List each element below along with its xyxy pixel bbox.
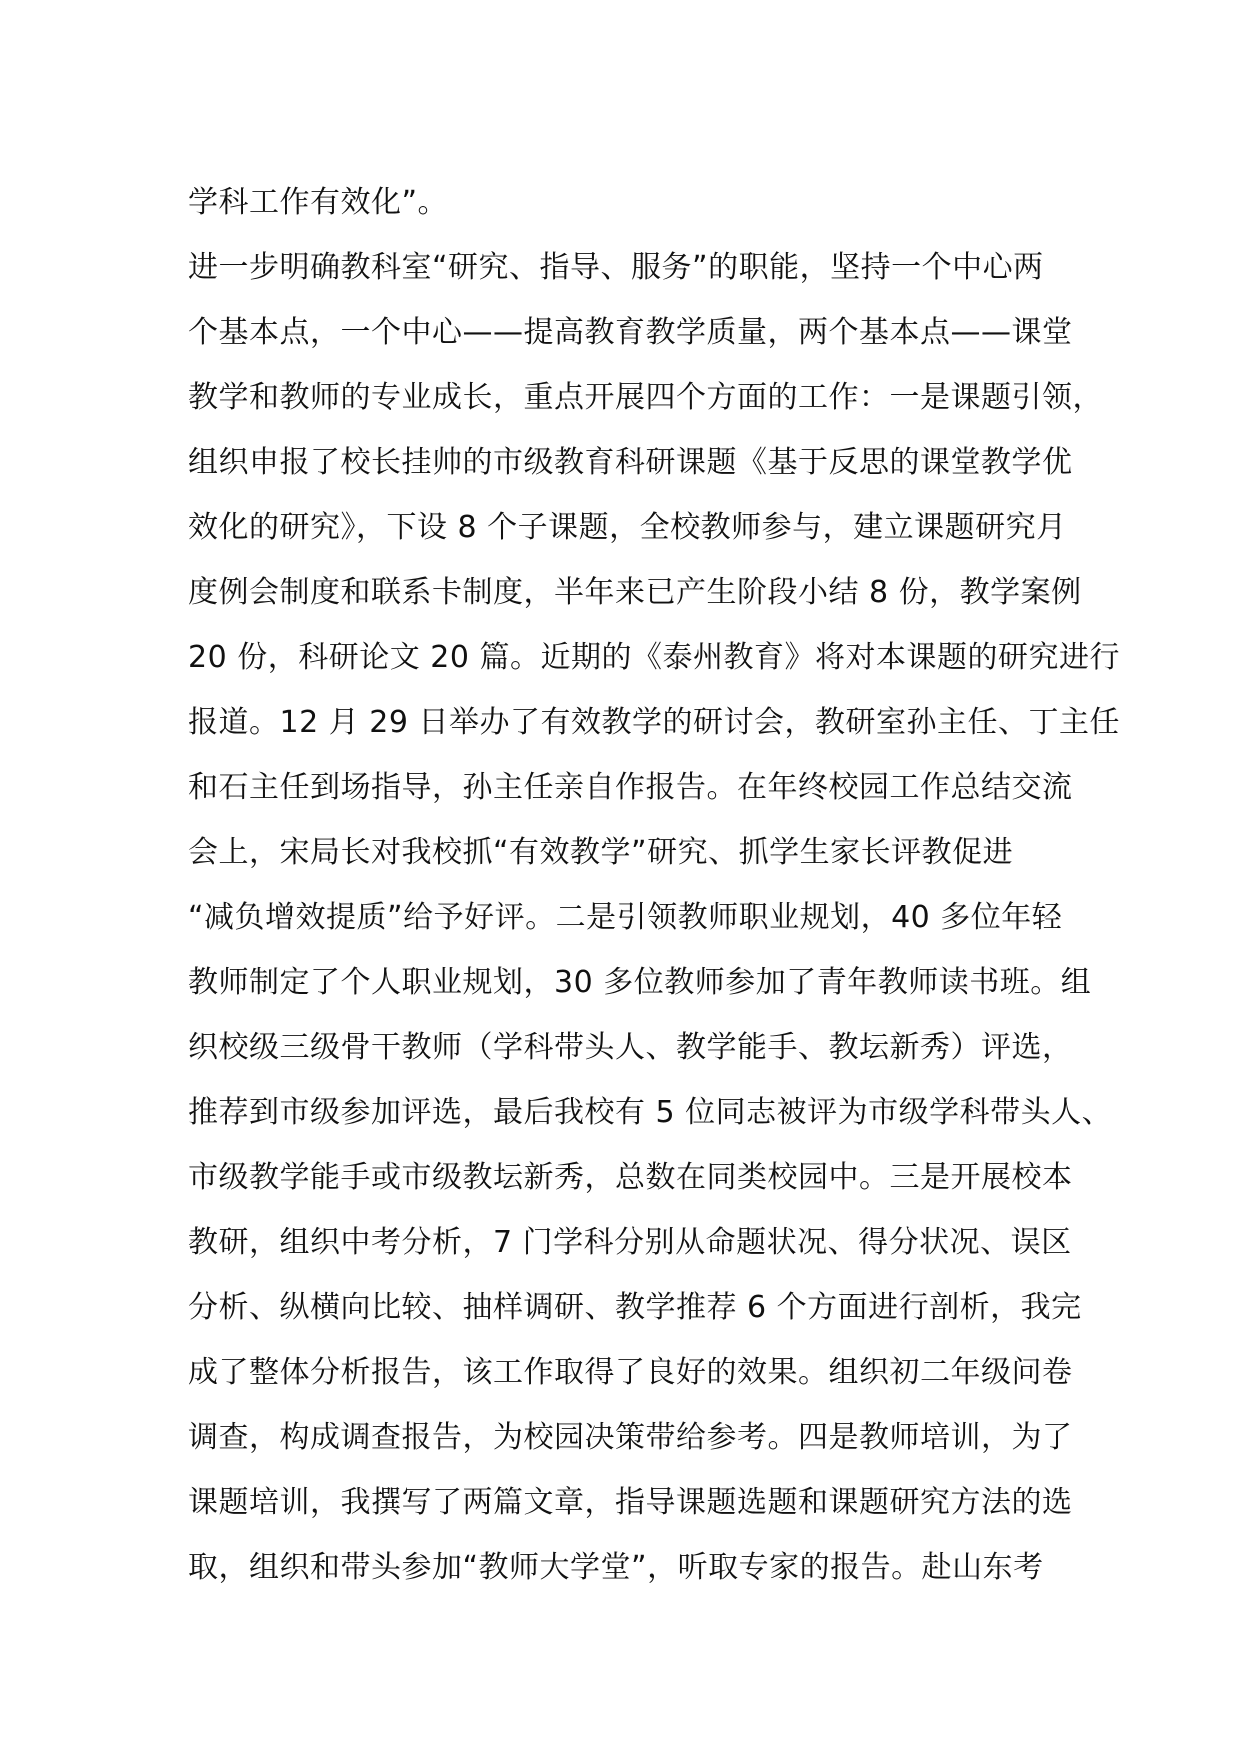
text-line: 和石主任到场指导，孙主任亲自作报告。在年终校园工作总结交流	[188, 770, 1073, 805]
text-line: “减负增效提质”给予好评。二是引领教师职业规划，40 多位年轻	[188, 900, 1063, 935]
text-line: 报道。12 月 29 日举办了有效教学的研讨会，教研室孙主任、丁主任	[188, 705, 1120, 740]
text-line: 取，组织和带头参加“教师大学堂”，听取专家的报告。赴山东考	[188, 1550, 1044, 1585]
text-line: 分析、纵横向比较、抽样调研、教学推荐 6 个方面进行剖析，我完	[188, 1290, 1082, 1325]
text-line: 度例会制度和联系卡制度，半年来已产生阶段小结 8 份，教学案例	[188, 575, 1082, 610]
text-line: 组织申报了校长挂帅的市级教育科研课题《基于反思的课堂教学优	[188, 445, 1073, 480]
text-line: 教学和教师的专业成长，重点开展四个方面的工作：一是课题引领，	[188, 380, 1103, 415]
text-line: 教研，组织中考分析，7 门学科分别从命题状况、得分状况、误区	[188, 1225, 1072, 1260]
text-line: 市级教学能手或市级教坛新秀，总数在同类校园中。三是开展校本	[188, 1160, 1073, 1195]
text-line: 教师制定了个人职业规划，30 多位教师参加了青年教师读书班。组	[188, 965, 1092, 1000]
body-text	[188, 170, 1120, 1600]
text-line: 学科工作有效化”。	[188, 185, 449, 220]
text-line: 成了整体分析报告，该工作取得了良好的效果。组织初二年级问卷	[188, 1355, 1073, 1390]
text-line: 效化的研究》，下设 8 个子课题，全校教师参与，建立课题研究月	[188, 510, 1067, 545]
text-line: 个基本点，一个中心——提高教育教学质量，两个基本点——课堂	[188, 315, 1073, 350]
text-line: 织校级三级骨干教师（学科带头人、教学能手、教坛新秀）评选，	[188, 1030, 1073, 1065]
text-line: 会上，宋局长对我校抓“有效教学”研究、抓学生家长评教促进	[188, 835, 1014, 870]
text-line: 20 份，科研论文 20 篇。近期的《泰州教育》将对本课题的研究进行	[188, 640, 1120, 675]
text-line: 推荐到市级参加评选，最后我校有 5 位同志被评为市级学科带头人、	[188, 1095, 1113, 1130]
text-line: 进一步明确教科室“研究、指导、服务”的职能，坚持一个中心两	[188, 250, 1044, 285]
text-line: 调查，构成调查报告，为校园决策带给参考。四是教师培训，为了	[188, 1420, 1073, 1455]
text-line: 课题培训，我撰写了两篇文章，指导课题选题和课题研究方法的选	[188, 1485, 1073, 1520]
